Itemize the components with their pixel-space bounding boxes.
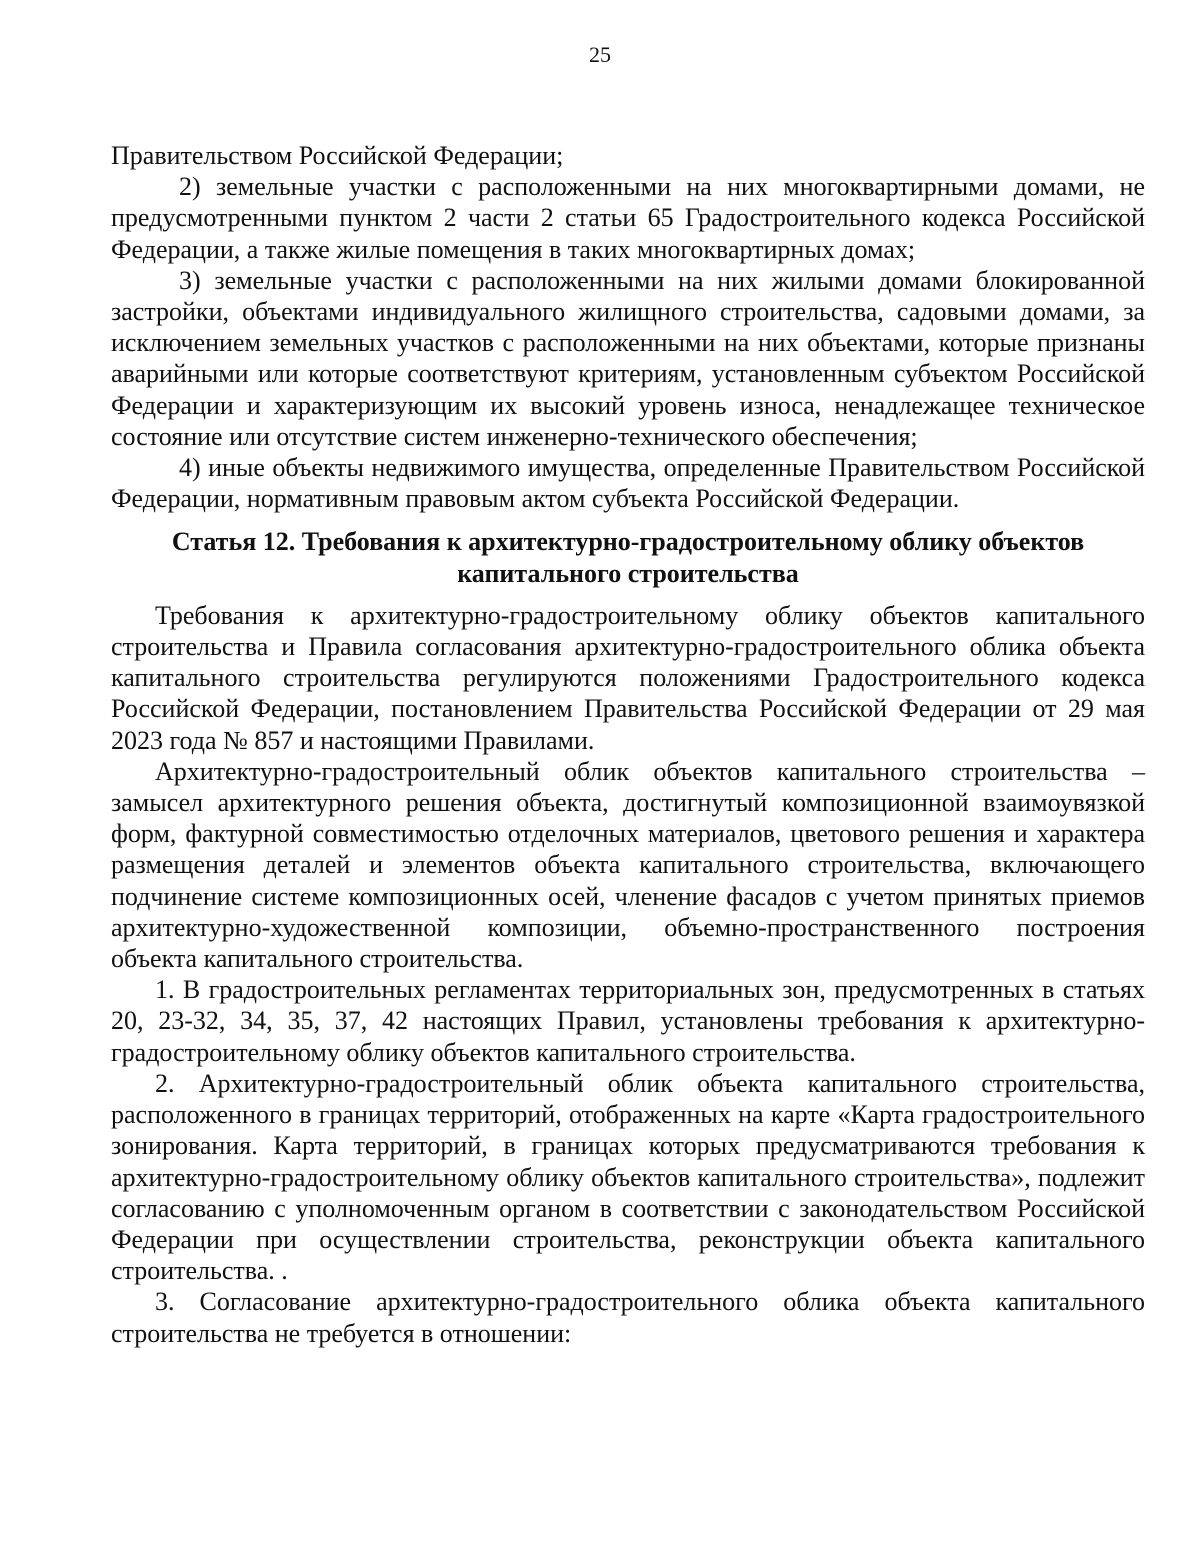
clause-3: 3. Согласование архитектурно-градостроительного облика объекта капитального строительства не требуется в отношении: [111,1287,1145,1348]
document-body [111,140,1145,1349]
list-item-2: 2) земельные участки с расположенными на них многоквартирными домами, не предусмотренными пунктом 2 части 2 статьи 65 Градостроительного кодекса Российской Федерации, а также жилые помещения в таких многоквартирных домах; [111,172,1145,264]
article-title-line-1: Статья 12. Требования к архитектурно-градостроительному облику объектов [171,527,1085,557]
paragraph-continuation: Правительством Российской Федерации; [111,141,564,170]
clause-2: 2. Архитектурно-градостроительный облик объекта капитального строительства, расположенного в границах территорий, отображенных на карте «Карта градостроительного зонирования. Карта территорий, в границах которых предусматриваются требования к архитектурно-градостроительному облику объектов капитального строительства», подлежит согласованию с уполномоченным органом в соответствии с законодательством Российской Федерации при осуществлении строительства, реконструкции объекта капитального строительства. . [111,1068,1145,1286]
clause-1: 1. В градостроительных регламентах территориальных зон, предусмотренных в статьях 20, 23-32, 34, 35, 37, 42 настоящих Правил, установлены требования к архитектурно-градостроительному облику объектов капитального строительства. [111,975,1145,1067]
article-title-line-2: капитального строительства [457,558,799,588]
paragraph-requirements: Требования к архитектурно-градостроительному облику объектов капитального строительства и Правила согласования архитектурно-градостроительного облика объекта капитального строительства регулируются положениями Градостроительного кодекса Российской Федерации, постановлением Правительства Российской Федерации от 29 мая 2023 года № 857 и настоящими Правилами. [111,600,1145,755]
paragraph-definition: Архитектурно-градостроительный облик объектов капитального строительства – замысел архитектурного решения объекта, достигнутый композиционной взаимоувязкой форм, фактурной совместимостью отделочных материалов, цветового решения и характера размещения деталей и элементов объекта капитального строительства, включающего подчинение системе композиционных осей, членение фасадов с учетом принятых приемов архитектурно-художественной композиции, объемно-пространственного построения объекта капитального строительства. [111,756,1145,974]
list-item-3: 3) земельные участки с расположенными на них жилыми домами блокированной застройки, объектами индивидуального жилищного строительства, садовыми домами, за исключением земельных участков с расположенными на них объектами, которые признаны аварийными или которые соответствуют критериям, установленным субъектом Российской Федерации и характеризующим их высокий уровень износа, ненадлежащее техническое состояние или отсутствие систем инженерно-технического обеспечения; [111,265,1145,451]
page-number: 25 [589,42,611,67]
article-heading [111,526,1145,588]
list-item-4: 4) иные объекты недвижимого имущества, определенные Правительством Российской Федерации, нормативным правовым актом субъекта Российской Федерации. [111,453,1145,514]
